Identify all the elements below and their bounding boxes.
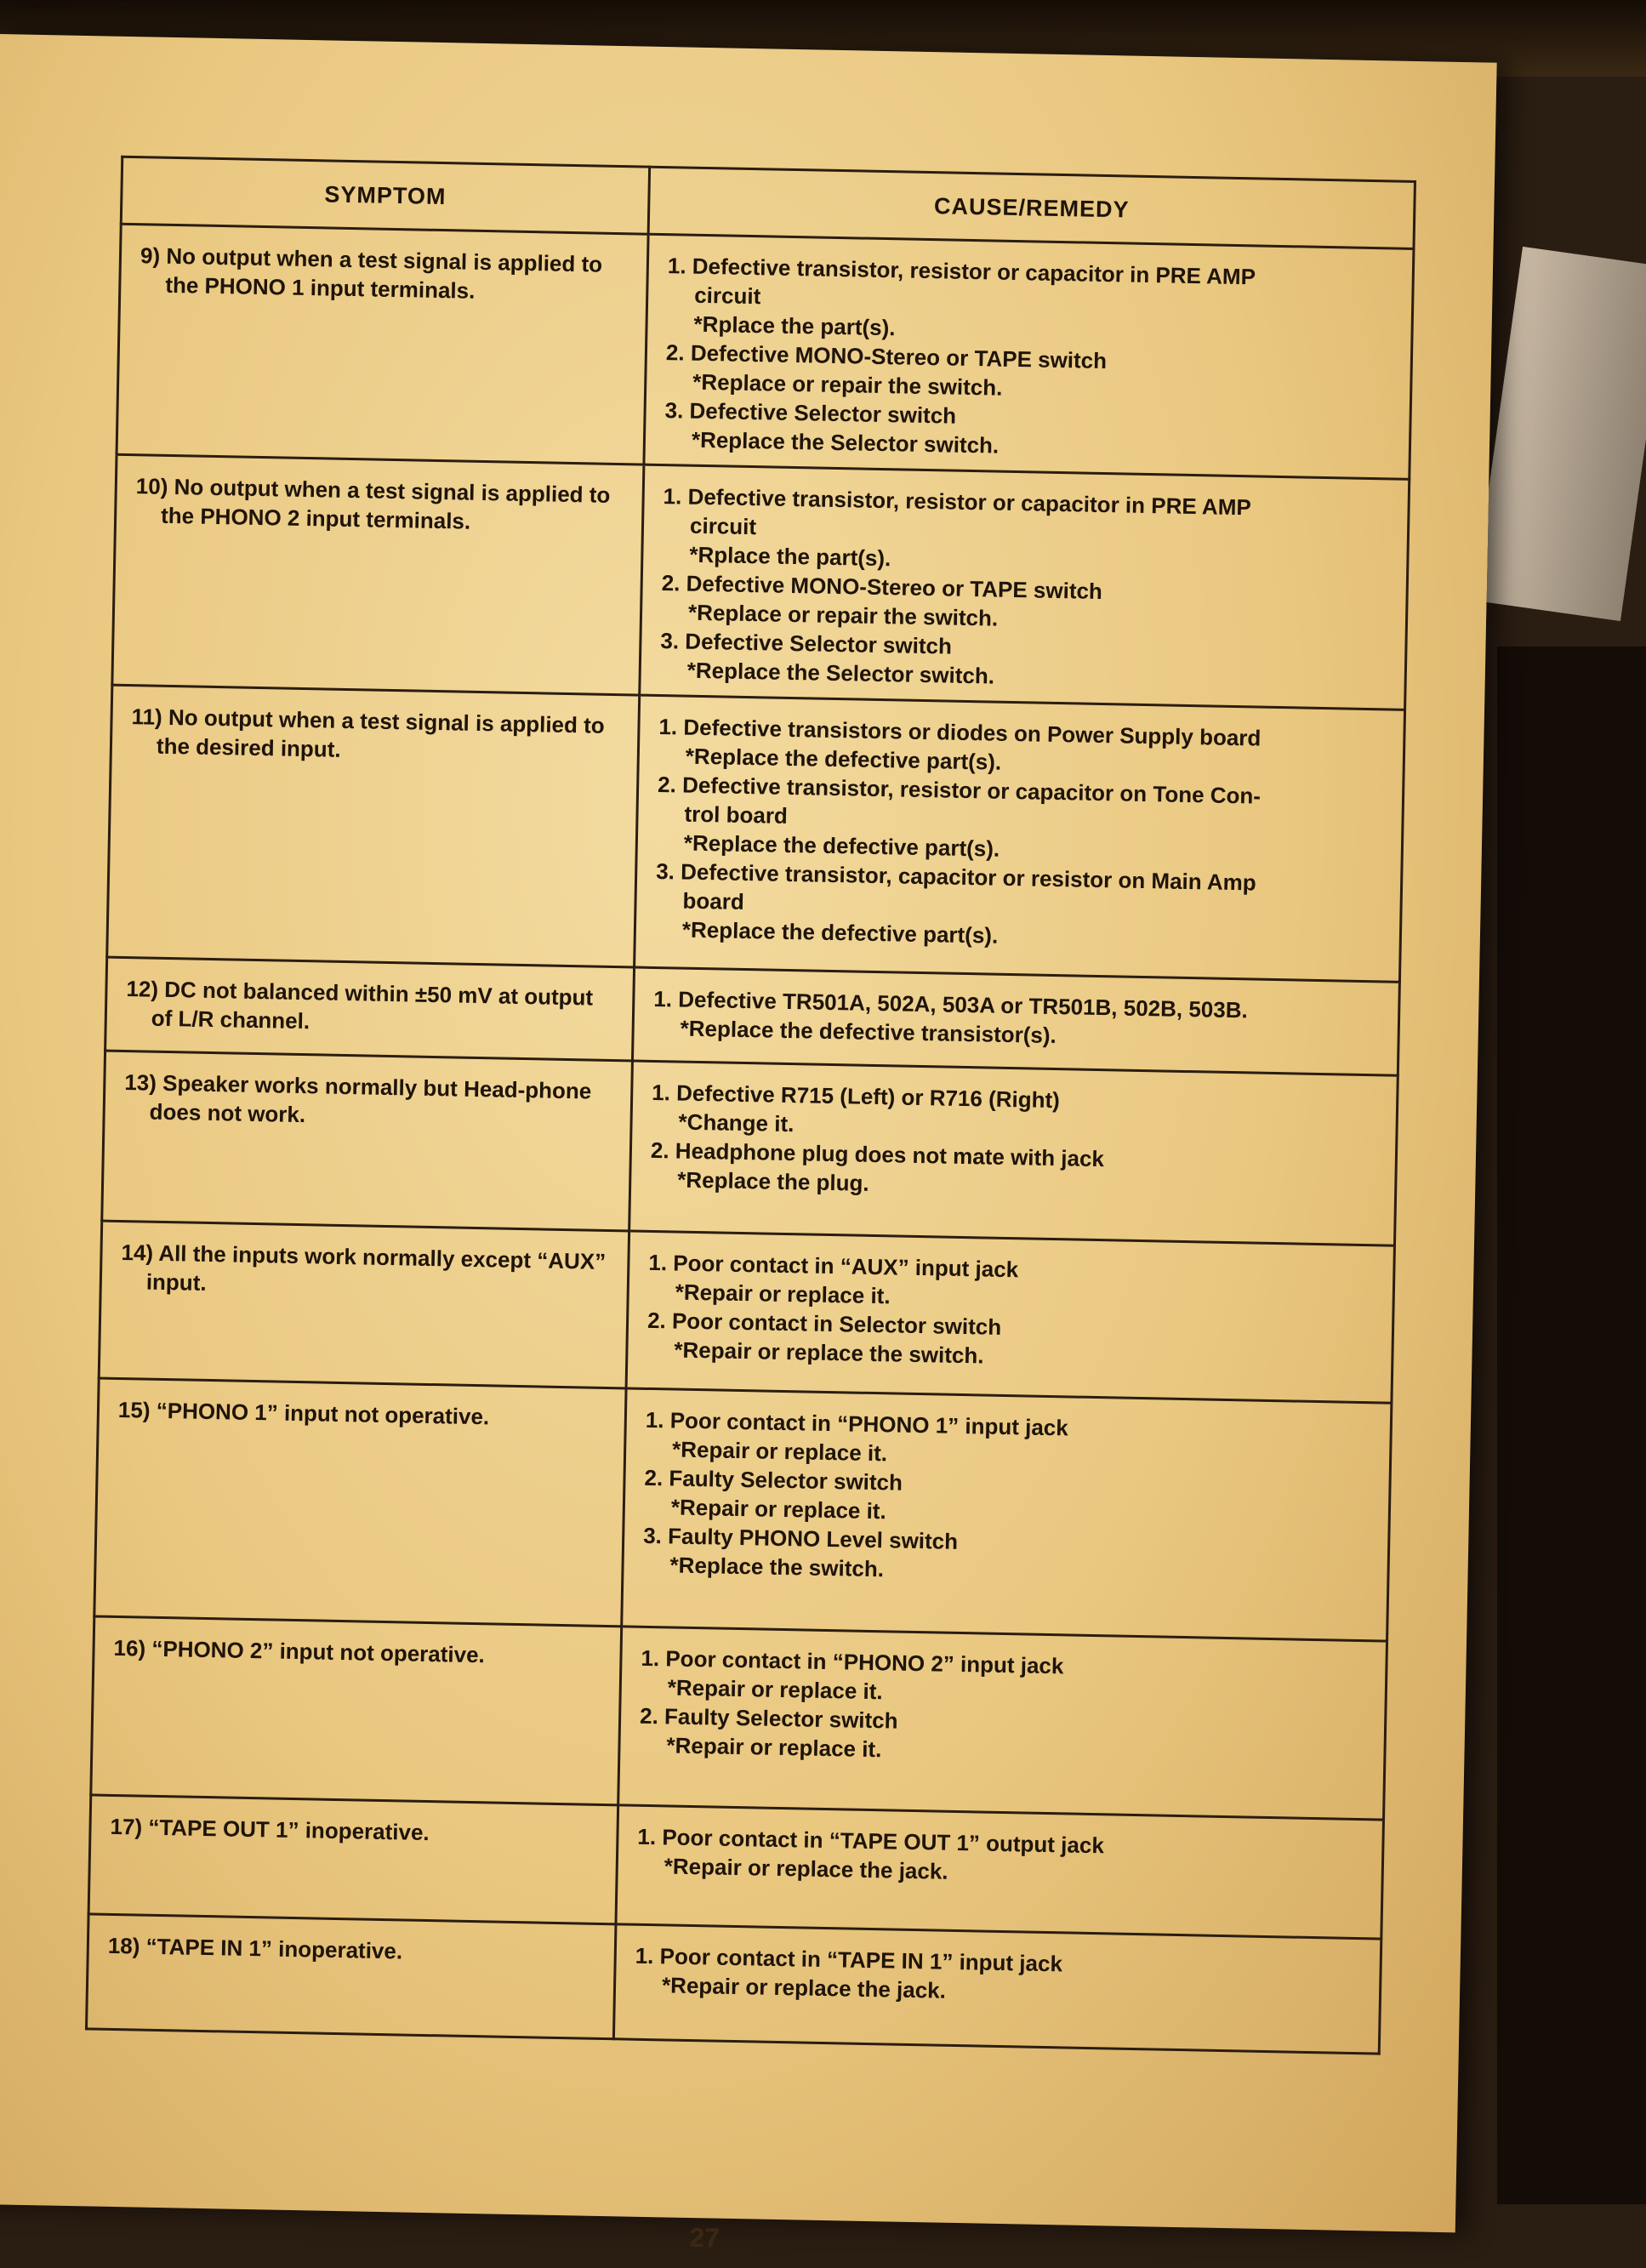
symptom-text: 17) “TAPE OUT 1” inoperative. (110, 1813, 430, 1846)
symptom-text: 12) DC not balanced within ±50 mV at output of L/R channel. (126, 976, 594, 1034)
remedy-line: 3. Defective transistor, capacitor or resistor on Main Amp (655, 858, 1257, 896)
remedy-line: 1. Poor contact in “TAPE OUT 1” output jack (637, 1823, 1105, 1859)
remedy-line: *Replace the Selector switch. (686, 657, 995, 689)
remedy-line: *Replace the defective part(s). (681, 916, 999, 949)
remedy-line: *Repair or replace it. (667, 1674, 883, 1705)
symptom-cell (105, 957, 635, 1061)
symptom-text: 11) No output when a test signal is applied to the desired input. (131, 704, 605, 762)
remedy-cell (640, 464, 1410, 709)
remedy-line: 2. Defective transistor, resistor or capacitor on Tone Con- (657, 772, 1262, 809)
symptom-cell (107, 685, 640, 967)
remedy-line: *Replace the defective part(s). (683, 829, 1000, 862)
remedy-line: *Replace the switch. (669, 1552, 885, 1582)
table-row (112, 454, 1410, 709)
table-row (91, 1616, 1387, 1820)
remedy-line: 2. Defective MONO-Stereo or TAPE switch (661, 570, 1103, 604)
remedy-line: *Change it. (678, 1108, 795, 1137)
remedy-line: 3. Defective Selector switch (664, 397, 957, 429)
remedy-line: *Repair or replace it. (670, 1494, 887, 1524)
remedy-line: 1. Defective transistor, resistor or capacitor in PRE AMP (663, 483, 1252, 521)
remedy-line: *Rplace the part(s). (693, 311, 896, 341)
remedy-line: *Replace the defective part(s). (685, 743, 1002, 775)
table-row (107, 685, 1405, 982)
troubleshooting-table (85, 156, 1416, 2055)
remedy-line: 3. Faulty PHONO Level switch (642, 1522, 959, 1554)
remedy-line: *Repair or replace it. (675, 1279, 891, 1309)
remedy-cell (613, 1924, 1381, 2054)
symptom-cell (102, 1051, 633, 1231)
remedy-line: *Replace the Selector switch. (691, 426, 1000, 459)
symptom-cell (91, 1616, 622, 1805)
remedy-line: 2. Faulty Selector switch (644, 1464, 903, 1496)
remedy-line: board (682, 887, 745, 915)
remedy-line: 1. Defective transistor, resistor or capacitor in PRE AMP (667, 253, 1256, 290)
remedy-line: 2. Headphone plug does not mate with jack (650, 1137, 1105, 1172)
table-body (87, 224, 1414, 2054)
remedy-cell (644, 234, 1414, 479)
remedy-line: *Rplace the part(s). (689, 541, 891, 572)
table-row (102, 1051, 1398, 1245)
remedy-line: circuit (693, 282, 761, 310)
remedy-line: 1. Defective R715 (Left) or R716 (Right) (651, 1079, 1061, 1114)
cause-header: CAUSE/REMEDY (648, 167, 1415, 248)
remedy-cell (626, 1231, 1394, 1403)
background-paper-scrap (1473, 247, 1646, 621)
remedy-cell (632, 967, 1399, 1075)
remedy-line: 2. Poor contact in Selector switch (646, 1307, 1002, 1340)
remedy-line: trol board (684, 801, 789, 829)
table-row (99, 1221, 1394, 1403)
remedy-line: *Replace or repair the switch. (687, 599, 999, 631)
symptom-cell (112, 454, 644, 695)
remedy-line: 2. Faulty Selector switch (639, 1702, 898, 1734)
remedy-cell (629, 1061, 1398, 1245)
remedy-line: 3. Defective Selector switch (660, 628, 953, 659)
manual-page (0, 34, 1497, 2254)
remedy-line: *Repair or replace the jack. (664, 1853, 948, 1884)
remedy-line: *Repair or replace it. (666, 1732, 882, 1763)
symptom-cell (117, 224, 648, 464)
remedy-line: *Replace the plug. (677, 1166, 869, 1196)
table-row (94, 1378, 1392, 1641)
remedy-line: 1. Defective transistors or diodes on Power Supply board (658, 714, 1262, 751)
symptom-cell (88, 1795, 618, 1924)
symptom-text: 15) “PHONO 1” input not operative. (117, 1396, 490, 1430)
remedy-line: 2. Defective MONO-Stereo or TAPE switch (665, 339, 1108, 374)
remedy-line: *Repair or replace the jack. (661, 1972, 947, 2003)
remedy-cell (622, 1388, 1392, 1641)
symptom-text: 13) Speaker works normally but Head-phone does not work. (124, 1069, 592, 1128)
remedy-line: 1. Defective TR501A, 502A, 503A or TR501B, 502B, 503B. (653, 985, 1249, 1023)
remedy-line: 1. Poor contact in “AUX” input jack (648, 1249, 1019, 1283)
remedy-line: *Repair or replace it. (671, 1436, 888, 1467)
remedy-line: *Repair or replace the switch. (674, 1336, 984, 1369)
remedy-line: 1. Poor contact in “PHONO 2” input jack (641, 1644, 1064, 1679)
remedy-line: 1. Poor contact in “PHONO 1” input jack (645, 1406, 1069, 1441)
remedy-line: *Replace or repair the switch. (692, 368, 1003, 401)
symptom-cell (87, 1914, 616, 2039)
background-table-surface (1497, 647, 1646, 2204)
symptom-header: SYMPTOM (121, 157, 649, 234)
symptom-text: 10) No output when a test signal is applied to the PHONO 2 input terminals. (135, 473, 611, 534)
remedy-line: circuit (689, 512, 757, 540)
symptom-cell (94, 1378, 626, 1627)
remedy-cell (618, 1627, 1387, 1820)
remedy-cell (635, 695, 1405, 982)
page-number: 27 (689, 2222, 720, 2254)
remedy-line: *Replace the defective transistor(s). (680, 1015, 1057, 1049)
remedy-cell (616, 1805, 1384, 1939)
symptom-text: 16) “PHONO 2” input not operative. (113, 1634, 486, 1668)
symptom-text: 9) No output when a test signal is applied to the PHONO 1 input terminals. (140, 242, 603, 304)
symptom-text: 14) All the inputs work normally except “AUX” input. (121, 1239, 607, 1296)
table-row (117, 224, 1414, 479)
table-row (87, 1914, 1381, 2054)
symptom-text: 18) “TAPE IN 1” inoperative. (107, 1932, 403, 1964)
remedy-line: 1. Poor contact in “TAPE IN 1” input jack (635, 1942, 1063, 1977)
symptom-cell (99, 1221, 629, 1388)
